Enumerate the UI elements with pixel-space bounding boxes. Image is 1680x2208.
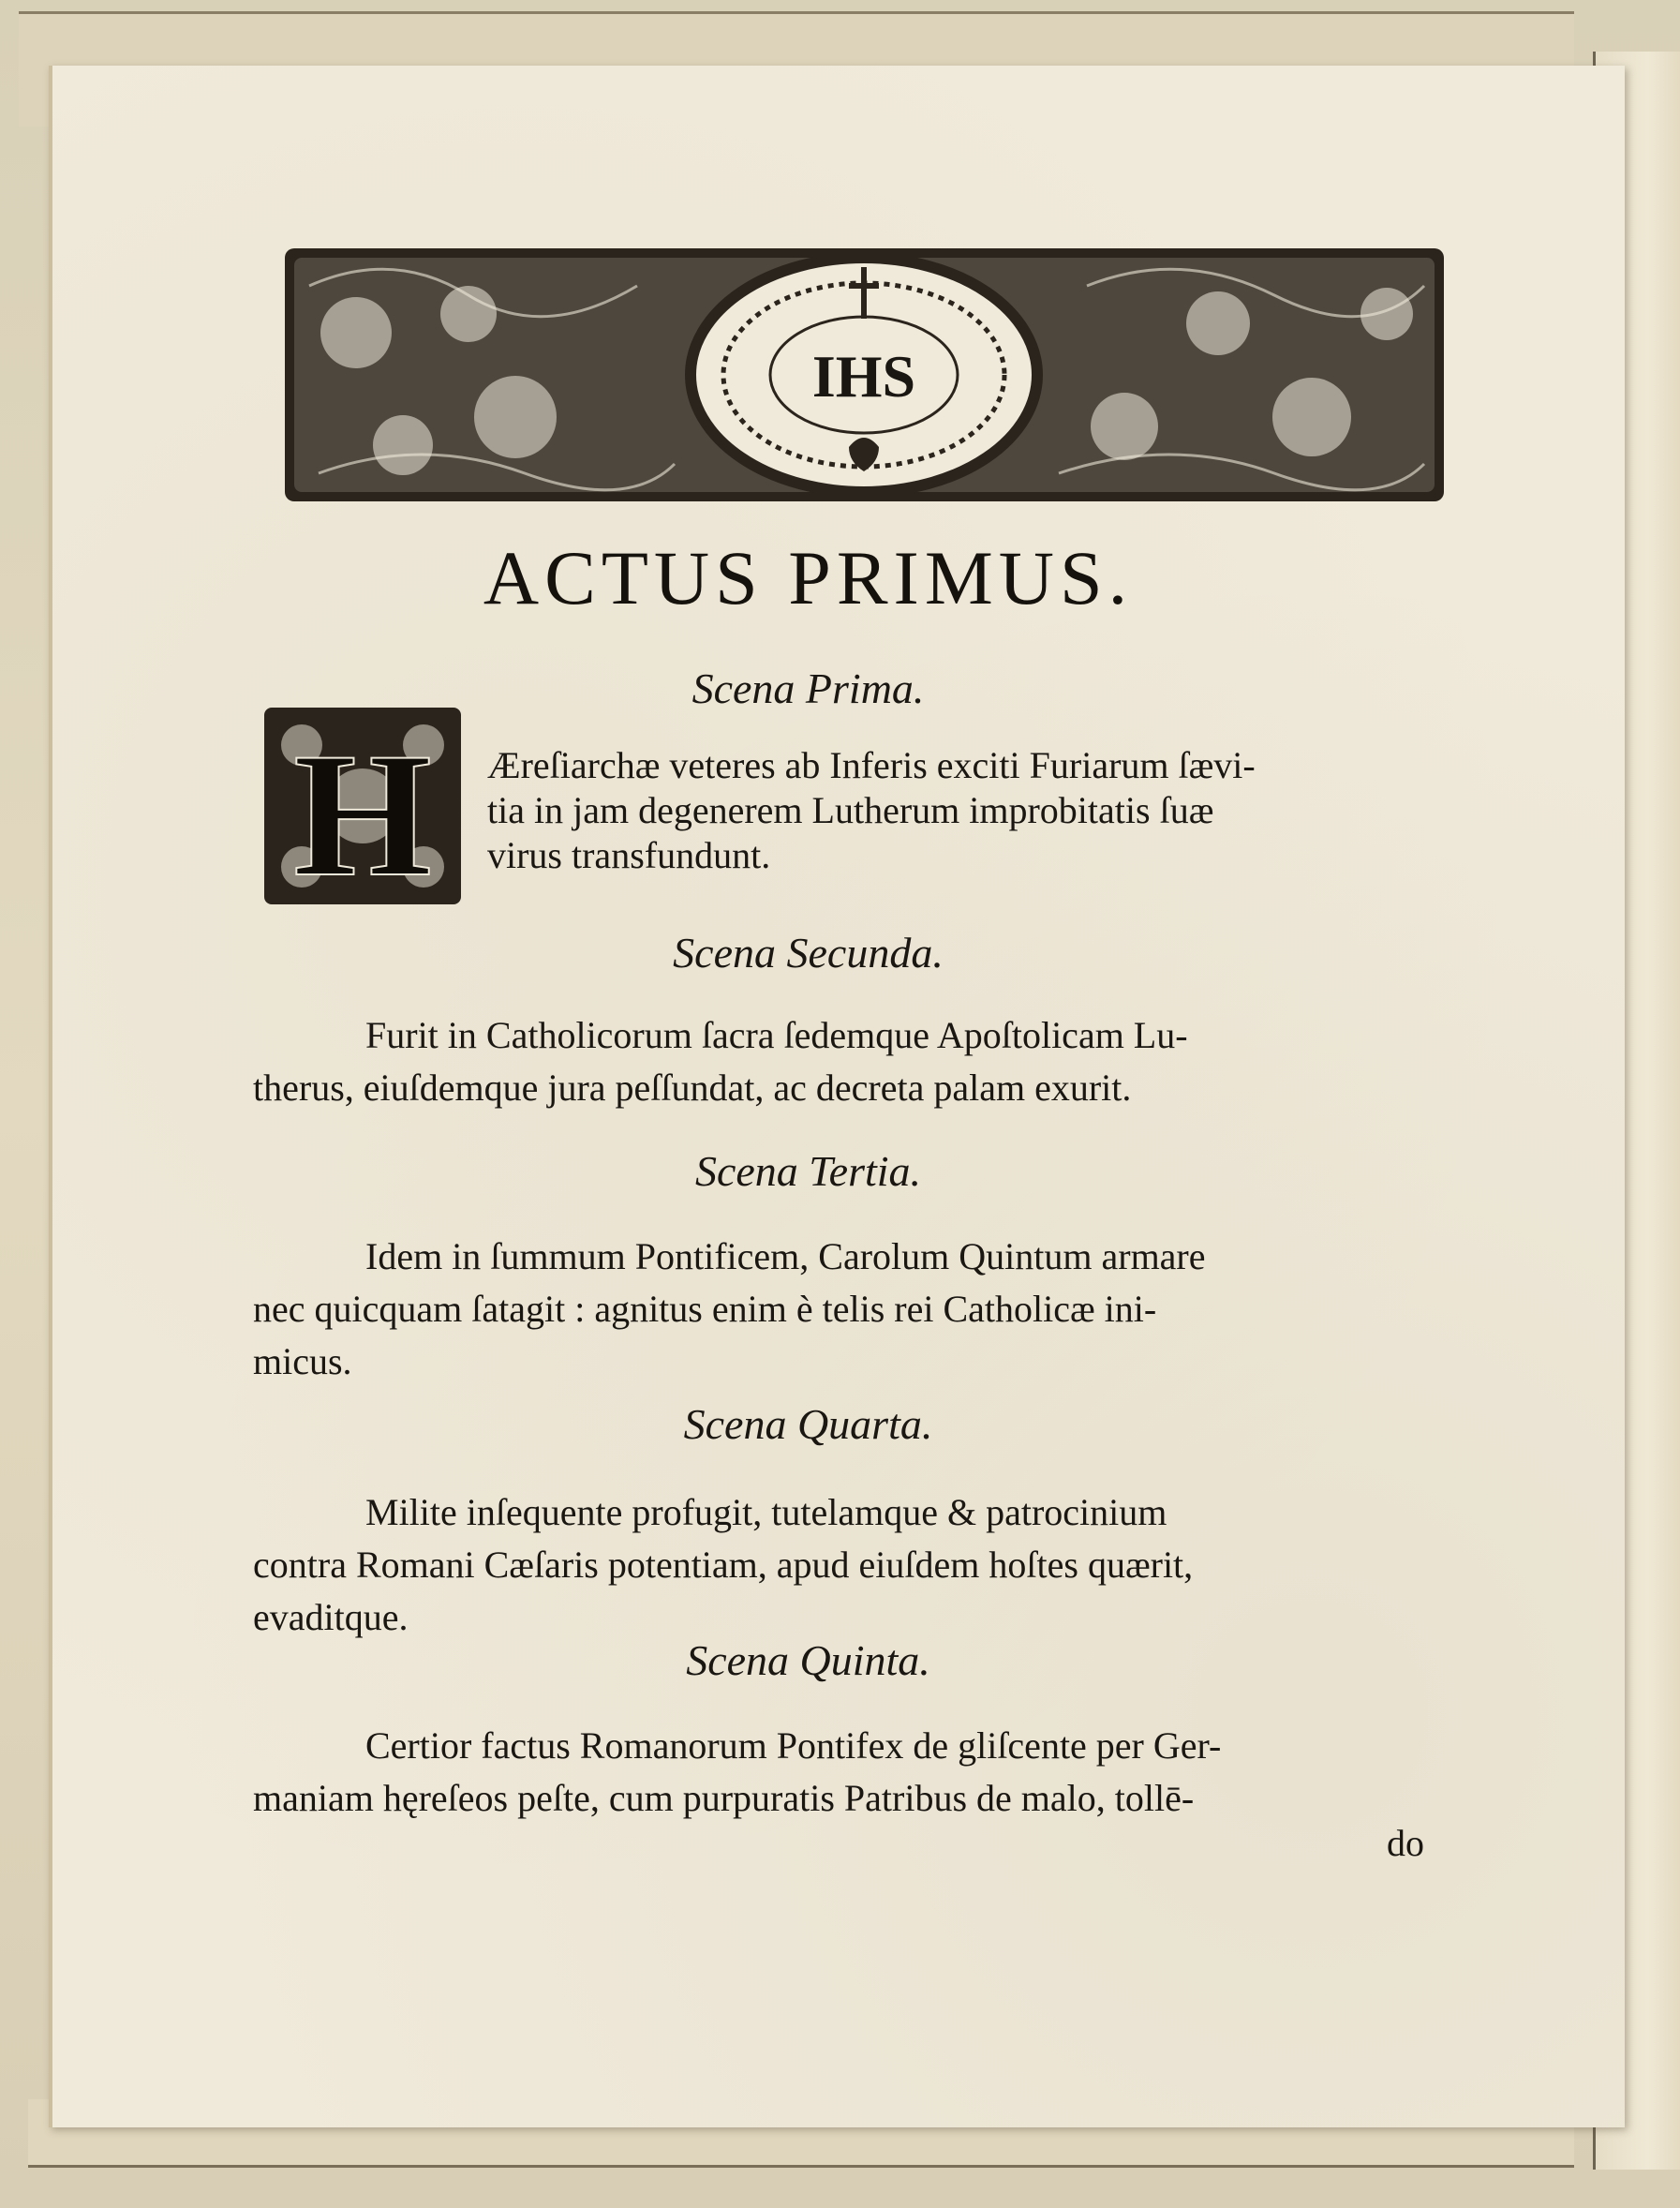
scene-2-heading: Scena Secunda. bbox=[673, 929, 944, 977]
scene-1-text bbox=[487, 743, 1434, 878]
scene-3-heading: Scena Tertia. bbox=[694, 1147, 922, 1195]
ihs-woodcut-ornament bbox=[281, 230, 1448, 511]
scene-2-line-2: therus, eiuſdemque jura peſſundat, ac decreta palam exurit. bbox=[253, 1067, 1132, 1109]
ornament-monogram: IHS bbox=[811, 343, 916, 410]
scene-5-heading: Scena Quinta. bbox=[686, 1636, 930, 1684]
scene-1-line-2: tia in jam degenerem Lutherum improbitatis ſuæ bbox=[487, 789, 1214, 831]
scene-4-heading: Scena Quarta. bbox=[683, 1400, 933, 1448]
scene-4-text bbox=[253, 1486, 1434, 1644]
scene-3-line-1: Idem in ſummum Pontificem, Carolum Quintum armare bbox=[365, 1235, 1206, 1277]
scene-3-text bbox=[253, 1231, 1434, 1388]
scene-4-line-2: contra Romani Cæſaris potentiam, apud eiuſdem hoſtes quærit, bbox=[253, 1544, 1194, 1586]
scene-5-line-1: Certior factus Romanorum Pontifex de gliſcente per Ger- bbox=[365, 1724, 1222, 1767]
decorated-initial bbox=[264, 708, 461, 904]
scene-1-heading: Scena Prima. bbox=[691, 664, 925, 712]
scene-4-line-1: Milite inſequente profugit, tutelamque & patrocinium bbox=[365, 1491, 1167, 1533]
scene-2-text bbox=[253, 1009, 1434, 1114]
dropcap-letter: H bbox=[293, 717, 432, 904]
catchword: do bbox=[1387, 1822, 1424, 1864]
scene-1-line-1: Æreſiarchæ veteres ab Inferis exciti Furiarum ſævi- bbox=[487, 744, 1256, 786]
scene-1-line-3: virus transfundunt. bbox=[487, 834, 771, 876]
scene-4-line-3: evaditque. bbox=[253, 1596, 409, 1638]
scene-5-text bbox=[253, 1720, 1434, 1825]
page-title: ACTUS PRIMUS. bbox=[483, 535, 1134, 620]
scene-2-line-1: Furit in Catholicorum ſacra ſedemque Apoſtolicam Lu- bbox=[365, 1014, 1188, 1056]
scene-5-line-2: maniam hęreſeos peſte, cum purpuratis Patribus de malo, tollē- bbox=[253, 1777, 1195, 1819]
scene-3-line-3: micus. bbox=[253, 1340, 352, 1382]
scene-3-line-2: nec quicquam ſatagit : agnitus enim è telis rei Catholicæ ini- bbox=[253, 1288, 1157, 1330]
